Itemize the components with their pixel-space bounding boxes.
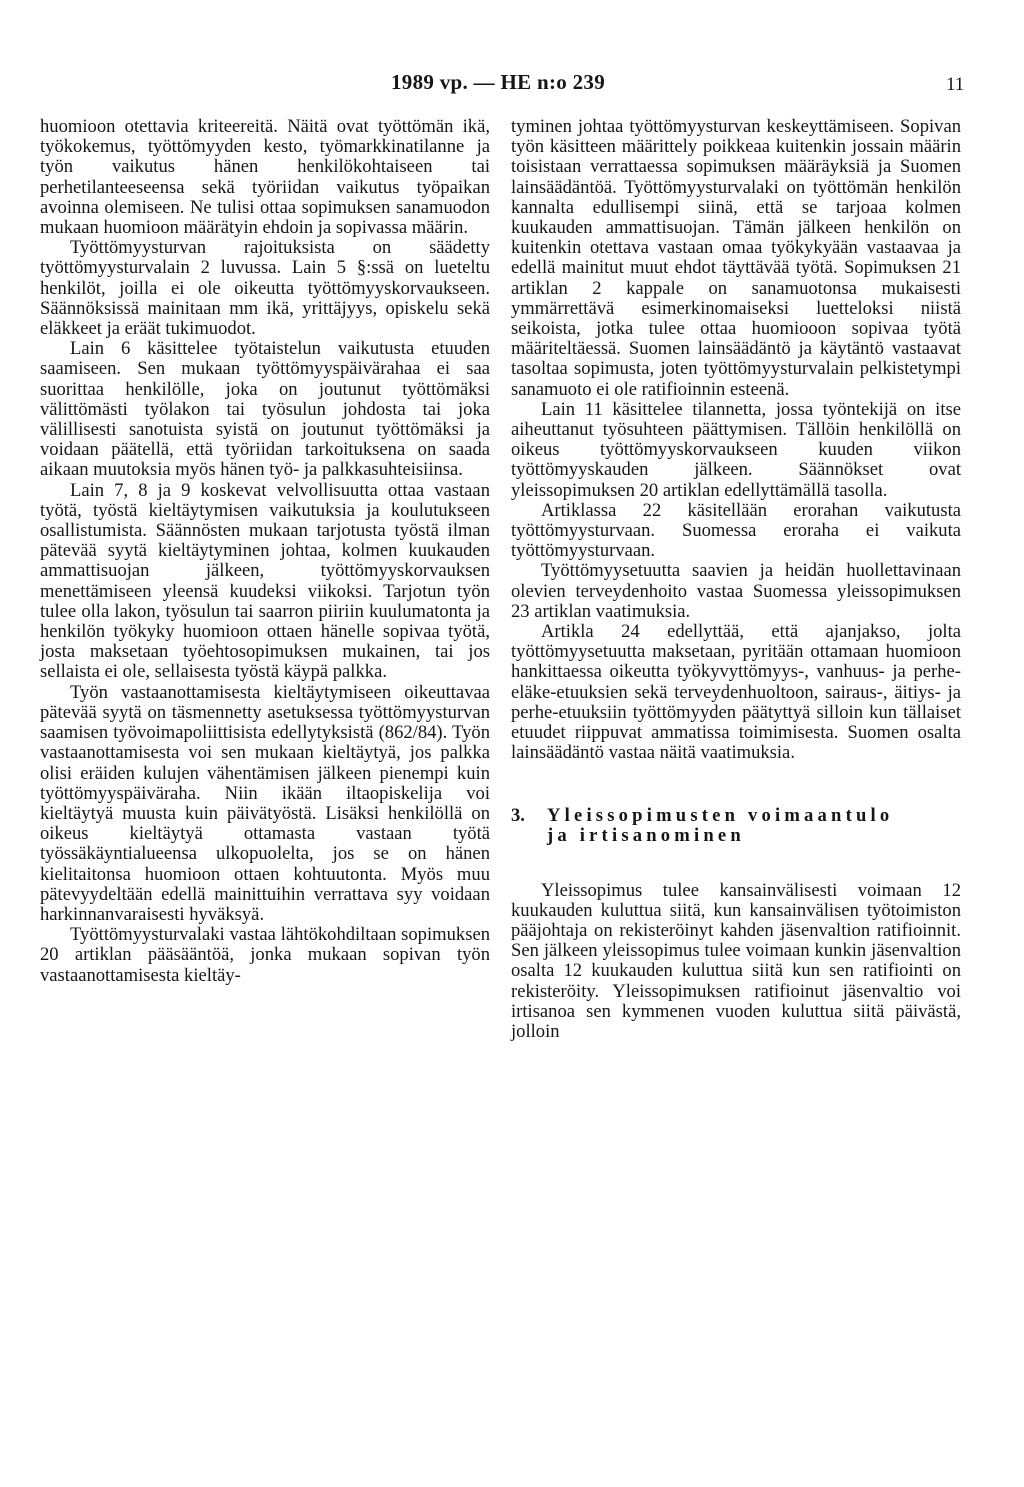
section-number: 3. xyxy=(511,804,525,826)
right-text-column xyxy=(511,117,961,1042)
paragraph: Lain 7, 8 ja 9 koskevat velvollisuutta ottaa vastaan työtä, työstä kieltäytymisen vaikutuksia ja koulutukseen osallistumista. Säännösten mukaan tarjotusta työstä ilman pätevää syytä kieltäytyminen johtaa, kolmen kuukauden ammattisuojan jälkeen, työttömyyskorvauksen menettämiseen yleensä kuudeksi viikoksi. Tarjotun työn tulee olla lakon, työsulun tai saarron piiriin kuulumatonta ja henkilön työkyky huomioon ottaen hänelle sopivaa työtä, josta maksetaan työehtosopimuksen mukainen, tai jos sellaista ei ole, sellaisesta työstä käypä palkka. xyxy=(40,479,490,683)
paragraph: Työn vastaanottamisesta kieltäytymiseen oikeuttavaa pätevää syytä on täsmennetty asetuksessa työttömyysturvan saamisen työvoimapoliittisista edellytyksistä (862/84). Työn vastaanottamisesta voi sen mukaan kieltäytyä, jos palkka olisi eräiden kulujen vähentämisen jälkeen pienempi kuin työttömyyspäiväraha. Niin ikään iltaopiskelija voi kieltäytyä muusta kuin päivätyöstä. Lisäksi henkilöllä on oikeus kieltäytyä ottamasta vastaan työtä työssäkäyntialueensa ulkopuolelta, jos se on hänen kielitaitonsa huomioon ottaen kohtuutonta. Myös muu pätevyydeltään edellä mainittuihin verrattava syy voidaan harkinnanvaraisesti hyväksyä. xyxy=(40,681,490,925)
paragraph: Työttömyysetuutta saavien ja heidän huollettavinaan olevien terveydenhoito vastaa Suomessa yleissopimuksen 23 artiklan vaatimuksia. xyxy=(511,560,961,622)
paragraph: Työttömyysturvalaki vastaa lähtökohdiltaan sopimuksen 20 artiklan pääsääntöä, jonka mukaan sopivan työn vastaanottamisesta kieltäy- xyxy=(40,924,490,986)
paragraph: Lain 6 käsittelee työtaistelun vaikutusta etuuden saamiseen. Sen mukaan työttömyyspäivärahaa ei saa suorittaa henkilölle, joka on joutunut työttömäksi välittömästi työlakon tai työsulun johdosta tai joka välillisesti sanotuista syistä on joutunut työttömäksi ja voidaan päätellä, että työriidan tarkoituksena on saada aikaan muutoksia myös hänen työ- ja palkkasuhteisiinsa. xyxy=(40,338,490,481)
paragraph: Artiklassa 22 käsitellään erorahan vaikutusta työttömyysturvaan. Suomessa eroraha ei vaikuta työttömyysturvaan. xyxy=(511,499,961,562)
paragraph: huomioon otettavia kriteereitä. Näitä ovat työttömän ikä, työkokemus, työttömyyden kesto, työmarkkinatilanne ja työn vaikutus hänen henkilökohtaiseen tai perhetilanteeseensa sekä työriidan vaikutus työpaikan avoinna olemiseen. Ne tulisi ottaa sopimuksen sanamuodon mukaan huomioon määrätyin ehdoin ja sopivassa määrin. xyxy=(40,116,490,239)
paragraph: Artikla 24 edellyttää, että ajanjakso, jolta työttömyysetuutta maksetaan, pyritään ottamaan huomioon hankittaessa oikeutta työkyvyttömyys-, vanhuus- ja perhe-eläke-etuuksien sekä terveydenhuoltoon, sairaus-, äitiys- ja perhe-etuuksiin työttömyyden päätyttyä silloin kun tällaiset etuudet riippuvat ammatissa toimimisesta. Suomen osalta lainsäädäntö vastaa näitä vaatimuksia. xyxy=(511,621,961,764)
paragraph: tyminen johtaa työttömyysturvan keskeyttämiseen. Sopivan työn käsitteen määrittely poikkeaa kuitenkin jossain määrin toisistaan verrattaessa sopimuksen määräyksiä ja Suomen lainsäädäntöä. Työttömyysturvalaki on työttömän henkilön kannalta edullisempi siinä, että se tarjoaa kolmen kuukauden ammattisuojan. Tämän jälkeen henkilön on kuitenkin otettava vastaan omaa työkykyään vastaavaa ja edellä mainitut muut ehdot täyttävää työtä. Sopimuksen 21 artiklan 2 kappale on sanamuotonsa mukaisesti ymmärrettävä esimerkinomaiseksi luetteloksi niistä seikoista, jotka tulee ottaa huomiooon sopivaa työtä määriteltäessä. Suomen lainsäädäntö ja käytäntö vastaavat tasoltaa sopimusta, joten työttömyysturvalain pelkistetympi sanamuoto ei ole ratifioinnin esteenä. xyxy=(511,116,961,400)
paragraph: Työttömyysturvan rajoituksista on säädetty työttömyysturvalain 2 luvussa. Lain 5 §:ssä on lueteltu henkilöt, joilla ei ole oikeutta työttömyyskorvaukseen. Säännöksissä mainitaan mm ikä, yrittäjyys, opiskelu sekä eläkkeet ja eräät tukimuodot. xyxy=(40,237,490,340)
left-text-column xyxy=(40,117,490,986)
section-heading xyxy=(511,806,961,847)
paragraph: Lain 11 käsittelee tilannetta, jossa työntekijä on itse aiheuttanut työsuhteen päättymisen. Tällöin henkilöllä on oikeus työttömyyskorvaukseen kuuden viikon työttömyyskauden jälkeen. Säännökset ovat yleissopimuksen 20 artiklan edellyttämällä tasolla. xyxy=(511,398,961,501)
section-title-line-2: ja irtisanominen xyxy=(547,825,745,846)
page-number: 11 xyxy=(946,74,965,95)
document-header-title: 1989 vp. — HE n:o 239 xyxy=(391,70,605,94)
page-header xyxy=(0,70,1024,104)
paragraph: Yleissopimus tulee kansainvälisesti voimaan 12 kuukauden kuluttua siitä, kun kansainvälisen työtoimiston pääjohtaja on rekisteröinyt kahden jäsenvaltion ratifioinnit. Sen jälkeen yleissopimus tulee voimaan kunkin jäsenvaltion osalta 12 kuukauden kuluttua siitä kun sen ratifiointi on rekisteröity. Yleissopimuksen ratifioinut jäsenvaltio voi irtisanoa sen kymmenen vuoden kuluttua siitä päivästä, jolloin xyxy=(511,879,961,1042)
section-title-line-1: Yleissopimusten voimaantulo xyxy=(547,804,894,826)
